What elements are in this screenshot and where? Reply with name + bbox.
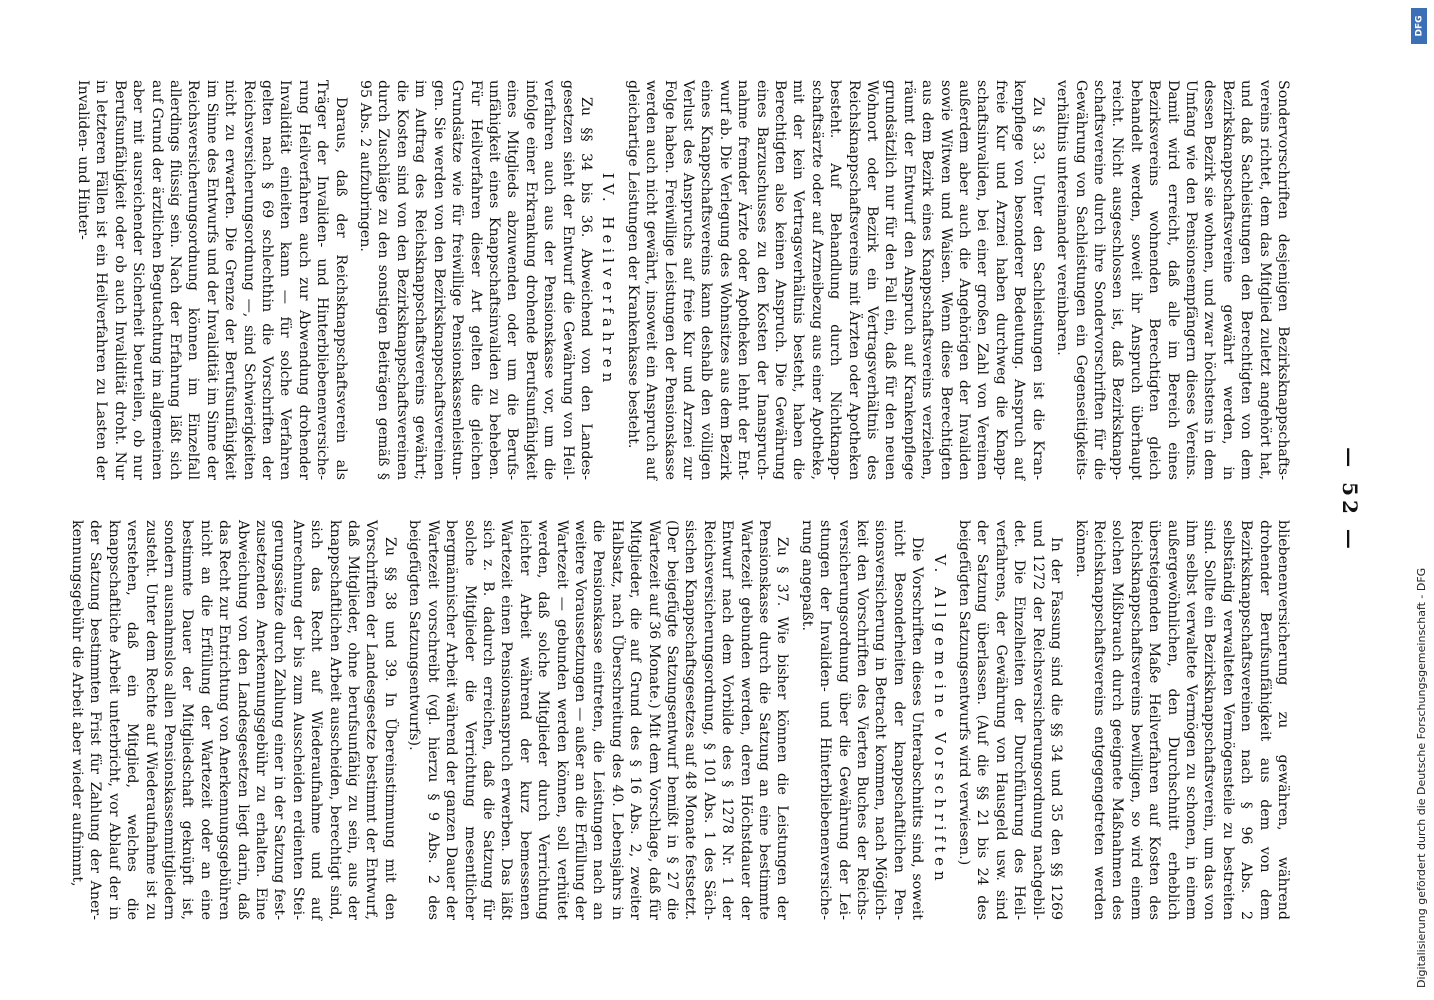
left-column [75,80,1292,480]
rotated-page-content [52,80,1382,920]
paragraph: In der Fassung sind die §§ 34 und 35 den §§ 1269 und 1272 der Reichsversicherungsordnung nachgebildet. Die Einzelheiten der Durchführung des Heilverfahrens, der Gewährung von Hausgeld usw. sind der Satzung überlassen. (Auf die §§ 21 bis 24 des beigefügten Satzungsentwurfs wird verwiesen.) [956,520,1065,920]
paragraph: Zu § 33. Unter den Sachleistungen ist die Krankenpflege von besonderer Bedeutung. Anspruch auf freie Kur und Arznei haben durchweg die Knappschaftsinvaliden, bei einer großen Zahl von Vereinen außerdem aber auch die Angehörigen der Invaliden sowie Witwen und Waisen. Wenn diese Berechtigten aus dem Bezirk eines Knappschaftsvereins verziehen, räumt der Entwurf den Anspruch auf Krankenpflege grundsätzlich nur für den Fall ein, daß für den neuen Wohnort oder Bezirk ein Vertragsverhältnis des Reichsknappschaftsvereins mit Ärzten oder Apotheken besteht. Auf Behandlung durch Nichtknappschaftsärzte oder auf Arzneibezug aus einer Apotheke, mit der kein Vertragsverhältnis besteht, haben die Berechtigten also keinen Anspruch. Die Gewährung eines Barzuschusses zu den Kosten der Inanspruchnahme fremder Ärzte oder Apotheken lehnt der Entwurf ab. Die Verlegung des Wohnsitzes aus dem Bezirk eines Knappschaftsvereins kann deshalb den völligen Verlust des Anspruchs auf freie Kur und Arznei zur Folge haben. Freiwillige Leistungen der Pensionskasse werden auch nicht gewährt, insoweit ein Anspruch auf gleichartige Leistungen der Krankenkasse besteht. [624,80,1046,480]
paragraph: bliebenenversicherung zu gewähren, während drohender Berufsunfähigkeit aus dem von dem Bezirksknappschaftsvereinen nach § 96 Abs. 2 selbständig verwalteten Vermögensteile zu bestreiten sind. Sollte ein Bezirksknappschaftsverein, um das von ihm selbst verwaltete Vermögen zu schonen, in einem außergewöhnlichen, den Durchschnitt erheblich übersteigenden Maße Heilverfahren auf Kosten des Reichsknappschaftsvereins bewilligen, so wird einem solchen Mißbrauch durch geeignete Maßnahmen des Reichsknappschaftsvereins entgegengetreten werden können. [1072,520,1291,920]
credit-text: Digitalisierung gefördert durch die Deutsche Forschungsgemeinschaft - DFG [1415,567,1428,988]
paragraph: Sondervorschriften desjenigen Bezirksknappschaftsvereins richtet, dem das Mitglied zuletzt angehört hat, und daß Sachleistungen den Berechtigten von dem Bezirksknappschaftsvereine gewährt werden, in dessen Bezirk sie wohnen, und zwar höchstens in dem Umfang wie den Pensionsempfängern dieses Vereins. Damit wird erreicht, daß alle im Bereich eines Bezirksvereins wohnenden Berechtigten gleich behandelt werden, soweit ihr Anspruch überhaupt reicht. Nicht ausgeschlossen ist, daß Bezirksknappschaftsvereine durch ihre Sondervorschriften für die Gewährung von Sachleistungen ein Gegenseitigkeitsverhältnis untereinander vereinbaren. [1054,80,1291,480]
paragraph: Daraus, daß der Reichsknappschaftsverein als Träger der Invaliden- und Hinterbliebenenversicherung Heilverfahren auch zur Abwendung drohender Invalidität einleiten kann — für solche Verfahren gelten nach § 69 schlechthin die Vorschriften der Reichsversicherungsordnung —, sind Schwierigkeiten nicht zu erwarten. Die Grenze der Berufsunfähigkeit im Sinne des Entwurfs und der Invalidität im Sinne der Reichsversicherungsordnung können im Einzelfall allerdings flüssig sein. Nach der Erfahrung läßt sich auf Grund der ärztlichen Begutachtung im allgemeinen aber mit ausreichender Sicherheit beurteilen, ob nur Berufsunfähigkeit oder ob auch Invalidität droht. Nur in letzteren Fällen ist ein Heilverfahren zu Lasten der Invaliden- und Hinter- [75,80,349,480]
section-heading: V. Allgemeine Vorschriften [930,554,949,886]
right-column [69,520,1292,920]
page-number: — 52 — [1338,447,1362,553]
paragraph: Zu §§ 38 und 39. In Übereinstimmung mit den Vorschriften der Landesgesetze bestimmt der Entwurf, daß Mitglieder, ohne berufsunfähig zu sein, aus der knappschaftlichen Arbeit ausscheiden, berechtigt sind, sich das Recht auf Wiederaufnahme und auf Anrechnung der bis zum Ausscheiden erdienten Steigerungssätze durch Zahlung einer in der Satzung festzusetzenden Anerkennungsgebühr zu erhalten. Eine Abweichung von den Landesgesetzen liegt darin, daß das Recht zur Entrichtung von Anerkennungsgebühren nicht an die Erfüllung der Wartezeit oder an eine bestimmte Dauer der Mitgliedschaft geknüpft ist, sondern ausnahmslos allen Pensionskassenmitgliedern zusteht. Unter dem Rechte auf Wiederaufnahme ist zu verstehen, daß ein Mitglied, welches die knappschaftliche Arbeit unterbricht, vor Ablauf der in der Satzung bestimmten Frist für Zahlung der Anerkennungsgebühr die Arbeit aber wieder aufnimmt, [69,520,398,920]
digitization-credit [1408,8,1428,988]
dfg-logo-badge: DFG [1411,8,1427,44]
paragraph: Zu § 37. Wie bisher können die Leistungen der Pensionskasse durch die Satzung an eine bestimmte Wartezeit gebunden werden, deren Höchstdauer der Entwurf nach dem Vorbilde des § 1278 Nr. 1 der Reichsversicherungsordnung, § 101 Abs. 1 des Sächsischen Knappschaftsgesetzes auf 48 Monate festsetzt. (Der beigefügte Satzungsentwurf bemißt in § 27 die Wartezeit auf 36 Monate.) Mit dem Vorschlage, daß für Mitglieder, die auf Grund des § 16 Abs. 2, zweiter Halbsatz, nach Überschreitung des 40. Lebensjahrs in die Pensionskasse eintreten, die Leistungen nach an weitere Voraussetzungen — außer an die Erfüllung der Wartezeit — gebunden werden können, soll verhütet werden, daß solche Mitglieder durch Verrichtung leichter Arbeit während der kurz bemessenen Wartezeit einen Pensionsanspruch erwerben. Das läßt sich z. B. dadurch erreichen, daß die Satzung für solche Mitglieder die Verrichtung mesentlicher bergmännischer Arbeit während der ganzen Dauer der Wartezeit vorschreibt (vgl. hierzu § 9 Abs. 2 des beigefügten Satzungsentwurfs). [406,520,791,920]
paragraph: Die Vorschriften dieses Unterabschnitts sind, soweit nicht Besonderheiten der knappschaftlichen Pensionsversicherung in Betracht kommen, nach Möglichkeit den Vorschriften des Vierten Buches der Reichsversicherungsordnung über die Gewährung der Leistungen der Invaliden- und Hinterbliebenenversicherung angepaßt. [798,520,926,920]
section-heading: IV. Heilverfahren [599,172,618,388]
paragraph: Zu §§ 34 bis 36. Abweichend von den Landesgesetzen sieht der Entwurf die Gewährung von Heilverfahren auch aus der Pensionskasse vor, um die infolge einer Erkrankung drohende Berufsunfähigkeit eines Mitglieds abzuwenden oder um die Berufsunfähigkeit eines Knappschaftsinvaliden zu beheben. Für Heilverfahren dieser Art gelten die gleichen Grundsätze wie für freiwillige Pensionskassenleistungen. Sie werden von den Bezirksknappschaftsvereinen im Auftrag des Reichsknappschaftsvereins gewährt; die Kosten sind von den Bezirksknappschaftsvereinen durch Zuschläge zu den sonstigen Beiträgen gemäß § 95 Abs. 2 aufzubringen. [357,80,594,480]
